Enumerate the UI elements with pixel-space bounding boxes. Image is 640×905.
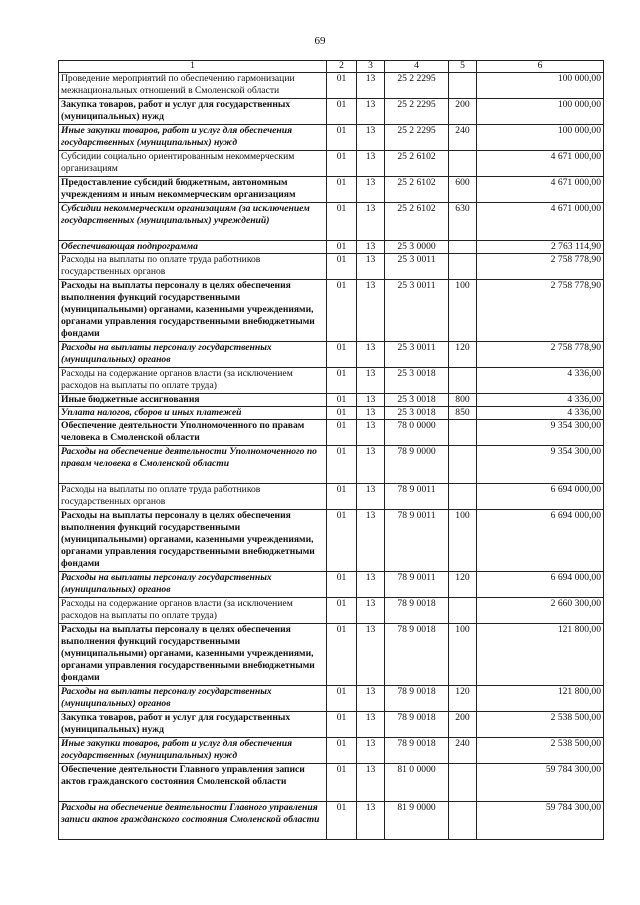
table-row (59, 280, 604, 342)
row-name-cell: Расходы на обеспечение деятельности Уполномоченного по правам человека в Смоленской области (59, 446, 327, 484)
row-subsection-cell: 13 (357, 686, 385, 712)
table-row (59, 572, 604, 598)
row-amount-cell: 2 758 778,90 (477, 254, 604, 280)
row-target-article-cell: 78 9 0018 (385, 686, 449, 712)
row-name-cell: Расходы на выплаты персоналу государственных (муниципальных) органов (59, 572, 327, 598)
row-target-article-cell: 78 9 0000 (385, 446, 449, 484)
row-target-article-cell: 25 2 2295 (385, 99, 449, 125)
row-subsection-cell: 13 (357, 420, 385, 446)
table-row (59, 342, 604, 368)
row-amount-cell: 121 800,00 (477, 624, 604, 686)
row-subsection-cell: 13 (357, 764, 385, 802)
row-name-cell: Расходы на выплаты персоналу в целях обеспечения выполнения функций государственными (муниципальными) органами, казенными учреждениями, органами управления государственными внебюджетными фондами (59, 510, 327, 572)
row-name-cell: Расходы на содержание органов власти (за исключением расходов на выплаты по оплате труда) (59, 598, 327, 624)
row-name-cell: Расходы на содержание органов власти (за исключением расходов на выплаты по оплате труда) (59, 368, 327, 394)
row-target-article-cell: 78 9 0018 (385, 598, 449, 624)
row-expense-type-cell: 600 (449, 177, 477, 203)
row-name-cell: Закупка товаров, работ и услуг для государственных (муниципальных) нужд (59, 99, 327, 125)
row-amount-cell: 59 784 300,00 (477, 802, 604, 840)
row-name-cell: Иные бюджетные ассигнования (59, 394, 327, 407)
row-section-cell: 01 (327, 624, 357, 686)
header-row (59, 61, 604, 73)
row-amount-cell: 59 784 300,00 (477, 764, 604, 802)
row-name-cell: Расходы на выплаты по оплате труда работников государственных органов (59, 254, 327, 280)
header-col-3: 3 (357, 61, 385, 73)
row-subsection-cell: 13 (357, 151, 385, 177)
row-name-cell: Субсидии некоммерческим организациям (за исключением государственных (муниципальных) учреждений) (59, 203, 327, 241)
row-name-cell: Уплата налогов, сборов и иных платежей (59, 407, 327, 420)
row-expense-type-cell (449, 802, 477, 840)
table-row (59, 420, 604, 446)
row-target-article-cell: 78 9 0011 (385, 572, 449, 598)
row-subsection-cell: 13 (357, 484, 385, 510)
row-section-cell: 01 (327, 99, 357, 125)
row-name-cell: Расходы на выплаты персоналу в целях обеспечения выполнения функций государственными (муниципальными) органами, казенными учреждениями, органами управления государственными внебюджетными фондами (59, 280, 327, 342)
row-expense-type-cell: 240 (449, 125, 477, 151)
row-subsection-cell: 13 (357, 598, 385, 624)
row-expense-type-cell (449, 254, 477, 280)
row-amount-cell: 4 336,00 (477, 368, 604, 394)
row-amount-cell: 121 800,00 (477, 686, 604, 712)
row-target-article-cell: 25 3 0018 (385, 407, 449, 420)
row-amount-cell: 2 758 778,90 (477, 342, 604, 368)
row-subsection-cell: 13 (357, 624, 385, 686)
row-expense-type-cell (449, 598, 477, 624)
row-subsection-cell: 13 (357, 368, 385, 394)
row-target-article-cell: 25 3 0018 (385, 394, 449, 407)
row-name-cell: Обеспечение деятельности Уполномоченного по правам человека в Смоленской области (59, 420, 327, 446)
table-row (59, 764, 604, 802)
row-subsection-cell: 13 (357, 99, 385, 125)
row-amount-cell: 2 758 778,90 (477, 280, 604, 342)
row-section-cell: 01 (327, 125, 357, 151)
row-section-cell: 01 (327, 280, 357, 342)
row-amount-cell: 2 538 500,00 (477, 738, 604, 764)
table-row (59, 73, 604, 99)
row-section-cell: 01 (327, 342, 357, 368)
row-amount-cell: 2 660 300,00 (477, 598, 604, 624)
row-section-cell: 01 (327, 446, 357, 484)
row-subsection-cell: 13 (357, 510, 385, 572)
row-subsection-cell: 13 (357, 73, 385, 99)
row-target-article-cell: 25 2 2295 (385, 73, 449, 99)
row-section-cell: 01 (327, 764, 357, 802)
table-row (59, 407, 604, 420)
row-name-cell: Расходы на выплаты персоналу в целях обеспечения выполнения функций государственными (муниципальными) органами, казенными учреждениями, органами управления государственными внебюджетными фондами (59, 624, 327, 686)
row-expense-type-cell (449, 151, 477, 177)
row-amount-cell: 4 336,00 (477, 407, 604, 420)
row-name-cell: Расходы на выплаты персоналу государственных (муниципальных) органов (59, 686, 327, 712)
row-expense-type-cell: 120 (449, 686, 477, 712)
row-name-cell: Расходы на обеспечение деятельности Главного управления записи актов гражданского состояния Смоленской области (59, 802, 327, 840)
row-section-cell: 01 (327, 802, 357, 840)
row-section-cell: 01 (327, 598, 357, 624)
table-row (59, 624, 604, 686)
row-section-cell: 01 (327, 510, 357, 572)
row-expense-type-cell: 120 (449, 572, 477, 598)
row-expense-type-cell (449, 420, 477, 446)
table-row (59, 125, 604, 151)
row-subsection-cell: 13 (357, 342, 385, 368)
row-amount-cell: 6 694 000,00 (477, 572, 604, 598)
table-row (59, 241, 604, 254)
row-expense-type-cell (449, 446, 477, 484)
row-target-article-cell: 78 9 0018 (385, 738, 449, 764)
row-target-article-cell: 81 9 0000 (385, 802, 449, 840)
row-name-cell: Расходы на выплаты персоналу государственных (муниципальных) органов (59, 342, 327, 368)
row-expense-type-cell: 100 (449, 280, 477, 342)
row-amount-cell: 6 694 000,00 (477, 484, 604, 510)
row-subsection-cell: 13 (357, 394, 385, 407)
table-row (59, 802, 604, 840)
row-expense-type-cell: 240 (449, 738, 477, 764)
row-expense-type-cell: 200 (449, 712, 477, 738)
table-row (59, 151, 604, 177)
row-name-cell: Обеспечение деятельности Главного управления записи актов гражданского состояния Смоленской области (59, 764, 327, 802)
row-amount-cell: 4 671 000,00 (477, 177, 604, 203)
header-col-6: 6 (477, 61, 604, 73)
table-row (59, 446, 604, 484)
row-section-cell: 01 (327, 203, 357, 241)
header-col-5: 5 (449, 61, 477, 73)
row-amount-cell: 9 354 300,00 (477, 446, 604, 484)
row-section-cell: 01 (327, 712, 357, 738)
header-col-1: 1 (59, 61, 327, 73)
row-amount-cell: 100 000,00 (477, 125, 604, 151)
row-expense-type-cell (449, 73, 477, 99)
table-row (59, 203, 604, 241)
row-expense-type-cell: 800 (449, 394, 477, 407)
row-name-cell: Расходы на выплаты по оплате труда работников государственных органов (59, 484, 327, 510)
row-target-article-cell: 81 0 0000 (385, 764, 449, 802)
row-target-article-cell: 25 3 0011 (385, 280, 449, 342)
row-target-article-cell: 25 3 0011 (385, 254, 449, 280)
row-target-article-cell: 25 2 6102 (385, 151, 449, 177)
row-name-cell: Иные закупки товаров, работ и услуг для обеспечения государственных (муниципальных) нужд (59, 125, 327, 151)
row-target-article-cell: 78 9 0018 (385, 624, 449, 686)
row-subsection-cell: 13 (357, 407, 385, 420)
row-section-cell: 01 (327, 484, 357, 510)
row-target-article-cell: 78 0 0000 (385, 420, 449, 446)
row-section-cell: 01 (327, 177, 357, 203)
row-name-cell: Предоставление субсидий бюджетным, автономным учреждениям и иным некоммерческим организациям (59, 177, 327, 203)
row-target-article-cell: 78 9 0018 (385, 712, 449, 738)
row-section-cell: 01 (327, 241, 357, 254)
row-subsection-cell: 13 (357, 572, 385, 598)
row-subsection-cell: 13 (357, 177, 385, 203)
row-expense-type-cell: 100 (449, 510, 477, 572)
row-target-article-cell: 78 9 0011 (385, 484, 449, 510)
row-expense-type-cell: 100 (449, 624, 477, 686)
table-row (59, 254, 604, 280)
header-col-4: 4 (385, 61, 449, 73)
table-row (59, 738, 604, 764)
table-row (59, 686, 604, 712)
row-subsection-cell: 13 (357, 241, 385, 254)
row-subsection-cell: 13 (357, 254, 385, 280)
budget-table (58, 60, 604, 840)
row-amount-cell: 6 694 000,00 (477, 510, 604, 572)
row-amount-cell: 2 538 500,00 (477, 712, 604, 738)
row-name-cell: Обеспечивающая подпрограмма (59, 241, 327, 254)
row-amount-cell: 9 354 300,00 (477, 420, 604, 446)
header-col-2: 2 (327, 61, 357, 73)
row-target-article-cell: 25 3 0000 (385, 241, 449, 254)
row-section-cell: 01 (327, 572, 357, 598)
row-expense-type-cell (449, 241, 477, 254)
row-target-article-cell: 78 9 0011 (385, 510, 449, 572)
row-expense-type-cell (449, 764, 477, 802)
row-expense-type-cell (449, 484, 477, 510)
row-subsection-cell: 13 (357, 125, 385, 151)
page-number: 69 (314, 35, 326, 47)
row-expense-type-cell: 630 (449, 203, 477, 241)
row-name-cell: Проведение мероприятий по обеспечению гармонизации межнациональных отношений в Смоленской области (59, 73, 327, 99)
row-expense-type-cell: 850 (449, 407, 477, 420)
row-target-article-cell: 25 2 6102 (385, 203, 449, 241)
row-name-cell: Субсидии социально ориентированным некоммерческим организациям (59, 151, 327, 177)
row-section-cell: 01 (327, 738, 357, 764)
row-section-cell: 01 (327, 368, 357, 394)
row-amount-cell: 100 000,00 (477, 99, 604, 125)
row-expense-type-cell: 120 (449, 342, 477, 368)
table-row (59, 177, 604, 203)
row-amount-cell: 4 336,00 (477, 394, 604, 407)
row-name-cell: Иные закупки товаров, работ и услуг для обеспечения государственных (муниципальных) нужд (59, 738, 327, 764)
row-target-article-cell: 25 2 2295 (385, 125, 449, 151)
row-subsection-cell: 13 (357, 802, 385, 840)
row-section-cell: 01 (327, 151, 357, 177)
row-subsection-cell: 13 (357, 712, 385, 738)
row-section-cell: 01 (327, 73, 357, 99)
row-target-article-cell: 25 3 0018 (385, 368, 449, 394)
table-row (59, 510, 604, 572)
row-section-cell: 01 (327, 686, 357, 712)
table-row (59, 99, 604, 125)
table-row (59, 712, 604, 738)
row-subsection-cell: 13 (357, 446, 385, 484)
row-section-cell: 01 (327, 394, 357, 407)
row-subsection-cell: 13 (357, 203, 385, 241)
row-section-cell: 01 (327, 407, 357, 420)
table-row (59, 394, 604, 407)
row-expense-type-cell: 200 (449, 99, 477, 125)
table-row (59, 484, 604, 510)
row-section-cell: 01 (327, 254, 357, 280)
row-amount-cell: 100 000,00 (477, 73, 604, 99)
table-row (59, 598, 604, 624)
row-target-article-cell: 25 2 6102 (385, 177, 449, 203)
row-amount-cell: 4 671 000,00 (477, 203, 604, 241)
row-target-article-cell: 25 3 0011 (385, 342, 449, 368)
row-expense-type-cell (449, 368, 477, 394)
row-section-cell: 01 (327, 420, 357, 446)
row-amount-cell: 2 763 114,90 (477, 241, 604, 254)
row-subsection-cell: 13 (357, 280, 385, 342)
row-subsection-cell: 13 (357, 738, 385, 764)
row-amount-cell: 4 671 000,00 (477, 151, 604, 177)
row-name-cell: Закупка товаров, работ и услуг для государственных (муниципальных) нужд (59, 712, 327, 738)
table-row (59, 368, 604, 394)
